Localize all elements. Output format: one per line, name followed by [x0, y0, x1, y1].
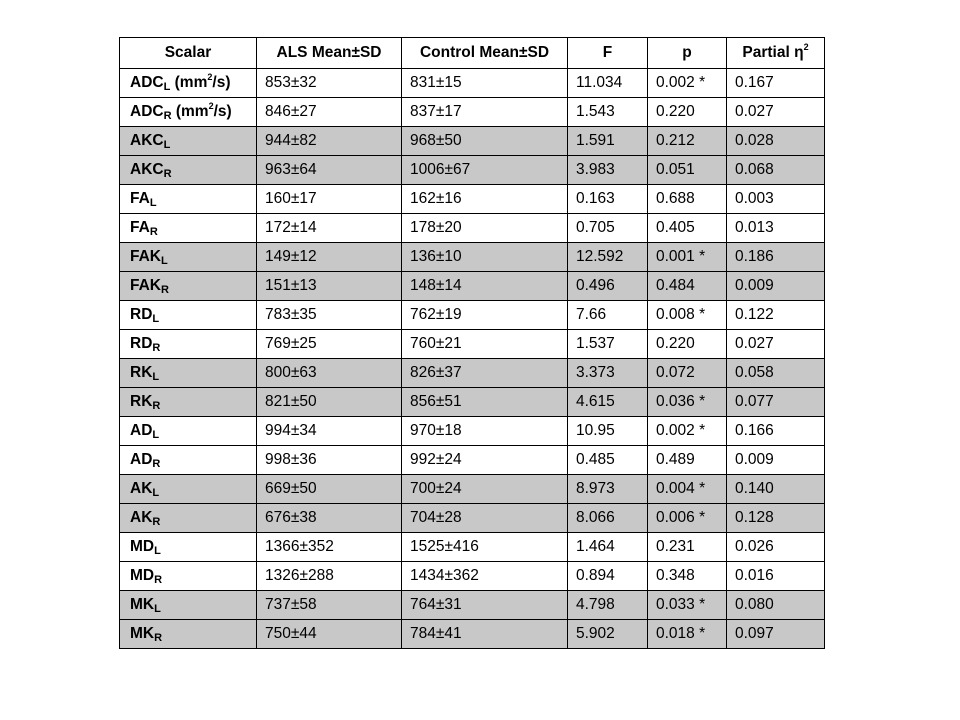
- cell-als: 669±50: [257, 475, 402, 504]
- cell-partial-eta: 0.013: [727, 214, 825, 243]
- scalar-subscript: R: [149, 226, 158, 238]
- cell-partial-eta: 0.027: [727, 98, 825, 127]
- cell-f: 0.485: [568, 446, 648, 475]
- scalar-base: RD: [130, 335, 153, 352]
- cell-f: 8.973: [568, 475, 648, 504]
- cell-als: 1366±352: [257, 533, 402, 562]
- scalar-unit-end: /s): [213, 103, 232, 120]
- cell-als: 172±14: [257, 214, 402, 243]
- cell-p: 0.051: [648, 156, 727, 185]
- scalar-base: AKC: [130, 161, 164, 178]
- cell-f: 8.066: [568, 504, 648, 533]
- cell-partial-eta: 0.186: [727, 243, 825, 272]
- cell-control: 148±14: [402, 272, 568, 301]
- cell-p: 0.018 *: [648, 620, 727, 649]
- cell-scalar: [120, 359, 257, 388]
- cell-control: 992±24: [402, 446, 568, 475]
- cell-scalar: [120, 127, 257, 156]
- cell-partial-eta: 0.128: [727, 504, 825, 533]
- cell-scalar: [120, 388, 257, 417]
- scalar-unit-sup: 2: [208, 101, 214, 111]
- cell-scalar: [120, 417, 257, 446]
- cell-control: 762±19: [402, 301, 568, 330]
- cell-control: 1006±67: [402, 156, 568, 185]
- cell-p: 0.036 *: [648, 388, 727, 417]
- table-row: [120, 446, 825, 475]
- cell-scalar: [120, 214, 257, 243]
- cell-f: 0.894: [568, 562, 648, 591]
- cell-partial-eta: 0.140: [727, 475, 825, 504]
- header-als: ALS Mean±SD: [257, 38, 402, 69]
- scalar-base: AD: [130, 422, 153, 439]
- table-row: [120, 156, 825, 185]
- cell-control: 704±28: [402, 504, 568, 533]
- header-scalar: Scalar: [120, 38, 257, 69]
- cell-partial-eta: 0.077: [727, 388, 825, 417]
- scalar-unit: (mm: [170, 74, 208, 91]
- cell-control: 826±37: [402, 359, 568, 388]
- cell-als: 963±64: [257, 156, 402, 185]
- cell-partial-eta: 0.058: [727, 359, 825, 388]
- cell-f: 10.95: [568, 417, 648, 446]
- cell-p: 0.004 *: [648, 475, 727, 504]
- scalar-subscript: L: [161, 255, 168, 267]
- scalar-subscript: L: [163, 81, 171, 93]
- cell-als: 769±25: [257, 330, 402, 359]
- cell-partial-eta: 0.027: [727, 330, 825, 359]
- table-body: [120, 69, 825, 649]
- scalar-subscript: R: [163, 110, 172, 122]
- cell-f: 1.537: [568, 330, 648, 359]
- cell-scalar: [120, 69, 257, 98]
- scalar-subscript: R: [161, 284, 169, 296]
- cell-p: 0.489: [648, 446, 727, 475]
- table-row: [120, 620, 825, 649]
- cell-scalar: [120, 533, 257, 562]
- cell-p: 0.688: [648, 185, 727, 214]
- cell-als: 944±82: [257, 127, 402, 156]
- scalar-base: MK: [130, 625, 155, 642]
- cell-control: 831±15: [402, 69, 568, 98]
- cell-als: 160±17: [257, 185, 402, 214]
- cell-partial-eta: 0.167: [727, 69, 825, 98]
- cell-scalar: [120, 620, 257, 649]
- cell-als: 994±34: [257, 417, 402, 446]
- cell-als: 821±50: [257, 388, 402, 417]
- cell-scalar: [120, 185, 257, 214]
- scalar-base: AK: [130, 480, 153, 497]
- cell-scalar: [120, 591, 257, 620]
- scalar-subscript: L: [149, 197, 157, 209]
- scalar-subscript: L: [152, 371, 160, 383]
- cell-p: 0.006 *: [648, 504, 727, 533]
- table-row: [120, 243, 825, 272]
- cell-partial-eta: 0.009: [727, 446, 825, 475]
- cell-scalar: [120, 475, 257, 504]
- cell-partial-eta: 0.080: [727, 591, 825, 620]
- cell-scalar: [120, 301, 257, 330]
- table-row: [120, 272, 825, 301]
- cell-scalar: [120, 156, 257, 185]
- cell-control: 764±31: [402, 591, 568, 620]
- header-control: Control Mean±SD: [402, 38, 568, 69]
- cell-als: 149±12: [257, 243, 402, 272]
- cell-partial-eta: 0.009: [727, 272, 825, 301]
- cell-als: 846±27: [257, 98, 402, 127]
- cell-p: 0.212: [648, 127, 727, 156]
- cell-control: 700±24: [402, 475, 568, 504]
- cell-partial-eta: 0.016: [727, 562, 825, 591]
- cell-control: 162±16: [402, 185, 568, 214]
- cell-partial-eta: 0.097: [727, 620, 825, 649]
- cell-als: 737±58: [257, 591, 402, 620]
- cell-f: 4.615: [568, 388, 648, 417]
- cell-als: 676±38: [257, 504, 402, 533]
- table-row: [120, 69, 825, 98]
- cell-f: 3.983: [568, 156, 648, 185]
- cell-f: 5.902: [568, 620, 648, 649]
- table-row: [120, 301, 825, 330]
- scalar-unit-end: /s): [212, 74, 231, 91]
- cell-p: 0.484: [648, 272, 727, 301]
- table-row: [120, 475, 825, 504]
- cell-control: 784±41: [402, 620, 568, 649]
- scalar-base: ADC: [130, 74, 164, 91]
- scalar-base: ADC: [130, 103, 164, 120]
- scalar-base: MD: [130, 538, 155, 555]
- table-row: [120, 359, 825, 388]
- cell-control: 837±17: [402, 98, 568, 127]
- table-row: [120, 388, 825, 417]
- scalar-subscript: R: [152, 342, 161, 354]
- cell-f: 4.798: [568, 591, 648, 620]
- cell-control: 178±20: [402, 214, 568, 243]
- scalar-subscript: L: [154, 545, 161, 557]
- cell-partial-eta: 0.028: [727, 127, 825, 156]
- scalar-subscript: L: [152, 487, 160, 499]
- cell-p: 0.405: [648, 214, 727, 243]
- scalar-base: RK: [130, 393, 153, 410]
- cell-control: 1434±362: [402, 562, 568, 591]
- table-row: [120, 533, 825, 562]
- scalar-subscript: L: [152, 429, 160, 441]
- scalar-base: FAK: [130, 248, 161, 265]
- scalar-subscript: L: [154, 603, 161, 615]
- table-row: [120, 562, 825, 591]
- scalar-base: FA: [130, 219, 150, 236]
- table-row: [120, 98, 825, 127]
- header-partial-eta-sup: 2: [803, 42, 809, 52]
- table-row: [120, 417, 825, 446]
- cell-f: 0.705: [568, 214, 648, 243]
- cell-p: 0.231: [648, 533, 727, 562]
- cell-control: 760±21: [402, 330, 568, 359]
- scalar-base: AK: [130, 509, 153, 526]
- cell-f: 0.163: [568, 185, 648, 214]
- scalar-subscript: L: [152, 313, 160, 325]
- scalar-base: RD: [130, 306, 153, 323]
- header-partial-eta-label: Partial η: [742, 44, 804, 61]
- cell-partial-eta: 0.068: [727, 156, 825, 185]
- cell-scalar: [120, 504, 257, 533]
- cell-scalar: [120, 330, 257, 359]
- cell-f: 11.034: [568, 69, 648, 98]
- cell-als: 151±13: [257, 272, 402, 301]
- scalar-base: FAK: [130, 277, 161, 294]
- scalar-base: FA: [130, 190, 150, 207]
- scalar-subscript: R: [154, 574, 163, 586]
- table-row: [120, 330, 825, 359]
- cell-p: 0.002 *: [648, 417, 727, 446]
- cell-f: 1.591: [568, 127, 648, 156]
- cell-p: 0.002 *: [648, 69, 727, 98]
- scalar-subscript: R: [152, 458, 161, 470]
- scalar-subscript: L: [163, 139, 171, 151]
- scalar-unit-sup: 2: [207, 72, 213, 82]
- cell-control: 1525±416: [402, 533, 568, 562]
- scalar-subscript: R: [163, 168, 172, 180]
- cell-als: 783±35: [257, 301, 402, 330]
- cell-f: 1.543: [568, 98, 648, 127]
- cell-p: 0.072: [648, 359, 727, 388]
- scalar-subscript: R: [152, 516, 161, 528]
- table-row: [120, 127, 825, 156]
- results-table: [119, 37, 825, 649]
- cell-scalar: [120, 98, 257, 127]
- cell-als: 998±36: [257, 446, 402, 475]
- header-partial-eta: [727, 38, 825, 69]
- cell-scalar: [120, 272, 257, 301]
- cell-als: 1326±288: [257, 562, 402, 591]
- cell-als: 853±32: [257, 69, 402, 98]
- cell-f: 7.66: [568, 301, 648, 330]
- cell-control: 970±18: [402, 417, 568, 446]
- cell-p: 0.033 *: [648, 591, 727, 620]
- scalar-base: AKC: [130, 132, 164, 149]
- cell-f: 12.592: [568, 243, 648, 272]
- cell-control: 968±50: [402, 127, 568, 156]
- cell-f: 1.464: [568, 533, 648, 562]
- cell-partial-eta: 0.166: [727, 417, 825, 446]
- cell-scalar: [120, 446, 257, 475]
- scalar-subscript: R: [152, 400, 161, 412]
- cell-partial-eta: 0.122: [727, 301, 825, 330]
- cell-p: 0.008 *: [648, 301, 727, 330]
- cell-p: 0.348: [648, 562, 727, 591]
- cell-p: 0.220: [648, 330, 727, 359]
- cell-als: 800±63: [257, 359, 402, 388]
- scalar-base: MK: [130, 596, 155, 613]
- table-row: [120, 504, 825, 533]
- cell-partial-eta: 0.026: [727, 533, 825, 562]
- cell-scalar: [120, 562, 257, 591]
- cell-partial-eta: 0.003: [727, 185, 825, 214]
- cell-scalar: [120, 243, 257, 272]
- cell-control: 136±10: [402, 243, 568, 272]
- scalar-base: AD: [130, 451, 153, 468]
- table-row: [120, 185, 825, 214]
- cell-p: 0.001 *: [648, 243, 727, 272]
- scalar-base: MD: [130, 567, 155, 584]
- table-row: [120, 591, 825, 620]
- scalar-subscript: R: [154, 632, 163, 644]
- scalar-base: RK: [130, 364, 153, 381]
- scalar-unit: (mm: [171, 103, 209, 120]
- cell-f: 3.373: [568, 359, 648, 388]
- header-p: p: [648, 38, 727, 69]
- cell-f: 0.496: [568, 272, 648, 301]
- cell-als: 750±44: [257, 620, 402, 649]
- cell-p: 0.220: [648, 98, 727, 127]
- cell-control: 856±51: [402, 388, 568, 417]
- table-row: [120, 214, 825, 243]
- header-row: [120, 38, 825, 69]
- header-f: F: [568, 38, 648, 69]
